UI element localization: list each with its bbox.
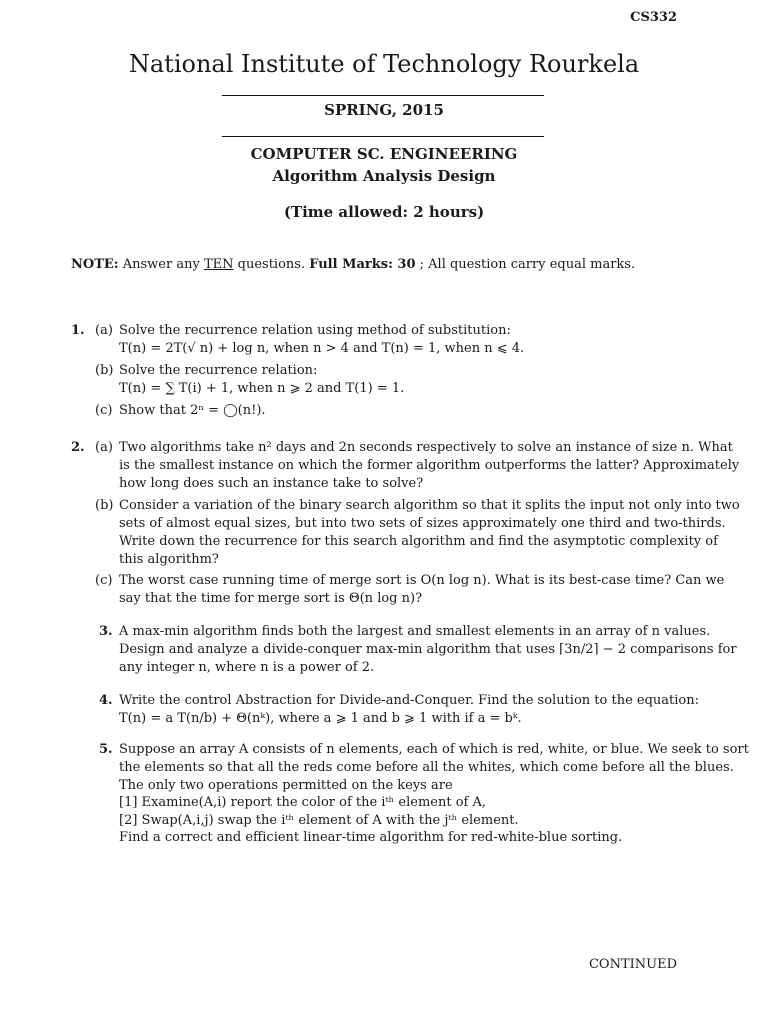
note-marks: Full Marks: 30: [309, 257, 416, 272]
department: COMPUTER SC. ENGINEERING: [250, 145, 518, 163]
q1a-line2: T(n) = 2T(√ n) + log n, when n > 4 and T(n) = 1, when n ⩽ 4.: [119, 341, 525, 356]
course-code: CS332: [630, 10, 677, 25]
q1b-label: (b): [95, 363, 114, 378]
note-ten: TEN: [203, 257, 234, 272]
q5-line: The only two operations permitted on the keys are: [119, 778, 453, 793]
note-text-before: Answer any: [122, 257, 200, 272]
q1b-line1: Solve the recurrence relation:: [119, 363, 318, 378]
institute-name: National Institute of Technology Rourkela: [128, 50, 640, 78]
q2b-line: Write down the recurrence for this search algorithm and find the asymptotic complexity of: [119, 534, 718, 549]
q2b-line: this algorithm?: [119, 552, 219, 567]
q5-number: 5.: [99, 742, 113, 757]
rule-bottom: [222, 136, 544, 137]
q2c-line: The worst case running time of merge sort is O(n log n). What is its best-case time? Can we: [119, 573, 725, 588]
note: [71, 257, 635, 272]
q5-line: [1] Examine(A,i) report the color of the iᵗʰ element of A,: [119, 795, 487, 810]
q1c-label: (c): [95, 403, 113, 418]
q4-line: T(n) = a T(n/b) + Θ(nᵏ), where a ⩾ 1 and b ⩾ 1 with if a = bᵏ.: [119, 711, 522, 726]
session: SPRING, 2015: [324, 101, 444, 119]
q1c-line1: Show that 2ⁿ = ◯(n!).: [119, 403, 266, 418]
note-label: NOTE:: [71, 257, 119, 272]
q2b-line: sets of almost equal sizes, but into two sets of sizes approximately one third and two-thirds.: [119, 516, 726, 531]
continued-label: CONTINUED: [588, 957, 677, 972]
q4-number: 4.: [99, 693, 113, 708]
q2a-label: (a): [95, 440, 113, 455]
q3-line: Design and analyze a divide-conquer max-min algorithm that uses ⌈3n/2⌉ − 2 comparisons for: [119, 642, 737, 657]
q3-number: 3.: [99, 624, 113, 639]
course-title: Algorithm Analysis Design: [272, 167, 496, 185]
q2a-line: Two algorithms take n² days and 2n seconds respectively to solve an instance of size n. What: [119, 440, 733, 455]
q2c-line: say that the time for merge sort is Θ(n log n)?: [119, 591, 423, 606]
time-allowed: (Time allowed: 2 hours): [283, 203, 485, 221]
q2c-label: (c): [95, 573, 113, 588]
q4-line: Write the control Abstraction for Divide-and-Conquer. Find the solution to the equation:: [119, 693, 699, 708]
q5-line: Find a correct and efficient linear-time algorithm for red-white-blue sorting.: [119, 830, 623, 845]
rule-top: [222, 95, 544, 96]
q5-line: the elements so that all the reds come before all the whites, which come before all the blues.: [119, 760, 734, 775]
q5-line: [2] Swap(A,i,j) swap the iᵗʰ element of A with the jᵗʰ element.: [119, 813, 519, 828]
q1a-line1: Solve the recurrence relation using method of substitution:: [119, 323, 511, 338]
q1a-label: (a): [95, 323, 113, 338]
q5-line: Suppose an array A consists of n elements, each of which is red, white, or blue. We seek to sort: [119, 742, 749, 757]
q1-number: 1.: [71, 323, 85, 338]
q3-line: A max-min algorithm finds both the largest and smallest elements in an array of n values.: [119, 624, 711, 639]
q3-line: any integer n, where n is a power of 2.: [119, 660, 375, 675]
q2b-label: (b): [95, 498, 114, 513]
note-text-after: ; All question carry equal marks.: [419, 257, 636, 272]
q2a-line: is the smallest instance on which the former algorithm outperforms the latter? Approximately: [119, 458, 740, 473]
q1b-line2: T(n) = ∑ T(i) + 1, when n ⩾ 2 and T(1) = 1.: [119, 381, 405, 396]
q2b-line: Consider a variation of the binary search algorithm so that it splits the input not only into two: [119, 498, 740, 513]
note-text-mid: questions.: [237, 257, 306, 272]
q2a-line: how long does such an instance take to solve?: [119, 476, 424, 491]
q2-number: 2.: [71, 440, 85, 455]
